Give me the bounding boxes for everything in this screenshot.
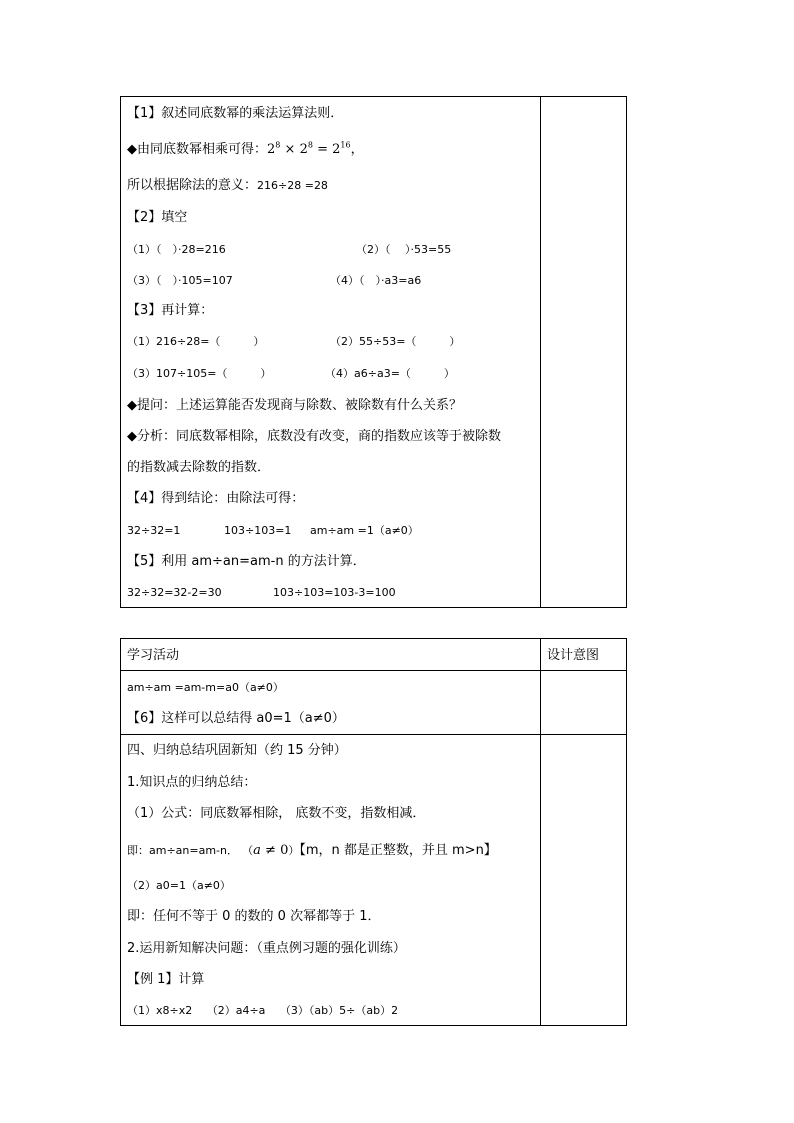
fill-2: （2）（ ）·53=55 (356, 243, 452, 256)
summary-rule-1: （1）公式：同底数幂相除， 底数不变，指数相减． (127, 806, 426, 821)
summary-heading: 1.知识点的归纳总结： (127, 775, 257, 790)
result-4: 32÷32=32-2=30 (127, 586, 222, 599)
item-4-heading: 【4】得到结论：由除法可得： (127, 491, 305, 506)
fill-1: （1）（ ）·28=216 (127, 243, 226, 256)
header-learning-activity: 学习活动 (127, 648, 180, 663)
result-2: 103÷103=1 (224, 524, 292, 537)
calc-4: （4）a6÷a3=（ ） (325, 367, 455, 380)
apply-heading: 2.运用新知解决问题：（重点例习题的强化训练） (127, 941, 406, 956)
table-1-column-divider (540, 96, 541, 608)
example-1-heading: 【例 1】计算 (127, 972, 205, 987)
formula-equation: $2^8 \times 2^8 = 2^{16}$ (267, 140, 351, 157)
result-3: am÷am =1（a≠0） (310, 524, 419, 537)
fill-4: （4）（ ）·a3=a6 (330, 274, 422, 287)
item-2-heading: 【2】填空 (127, 210, 188, 225)
section-4-heading: 四、归纳总结巩固新知（约 15 分钟） (127, 743, 347, 758)
calc-2: （2）55÷53=（ ） (330, 335, 461, 348)
table-2-row-divider (120, 734, 627, 735)
item-3-heading: 【3】再计算： (127, 303, 214, 318)
example-1-problems: （1）x8÷x2 （2）a4÷a （3）（ab）5÷（ab）2 (127, 1004, 399, 1017)
summary-formula-line: 即：am÷an=am-n． （a ≠ 0）【m，n 都是正整数，并且 m>n】 (127, 843, 497, 858)
result-5: 103÷103=103-3=100 (273, 586, 396, 599)
formula-prefix: ◆由同底数幂相乘可得： (127, 142, 267, 157)
item-6-text: 【6】这样可以总结得 a0=1（a≠0） (127, 711, 345, 726)
question-line: ◆提问：上述运算能否发现商与除数、被除数有什么关系？ (127, 398, 462, 413)
summary-rule-2-explain: 即：任何不等于 0 的数的 0 次幂都等于 1． (127, 909, 381, 924)
analysis-line-1: ◆分析：同底数幂相除，底数没有改变，商的指数应该等于被除数 (127, 429, 501, 444)
header-design-intent: 设计意图 (547, 648, 600, 663)
calc-1: （1）216÷28=（ ） (127, 335, 265, 348)
row-1-formula: am÷am =am-m=a0（a≠0） (127, 681, 284, 694)
fill-3: （3）（ ）·105=107 (127, 274, 233, 287)
analysis-line-2: 的指数减去除数的指数． (127, 460, 271, 475)
calc-3: （3）107÷105=（ ） (127, 367, 272, 380)
item-1-formula-line: ◆由同底数幂相乘可得：$2^8 \times 2^8 = 2^{16}$， (127, 140, 364, 157)
table-2 (120, 638, 627, 1026)
table-2-header-divider (120, 670, 627, 671)
variable-a: a (253, 843, 261, 858)
division-meaning-line: 所以根据除法的意义：216÷28 =28 (127, 178, 328, 193)
table-2-column-divider (540, 638, 541, 1026)
item-5-heading: 【5】利用 am÷an=am-n 的方法计算． (127, 554, 366, 569)
summary-rule-2: （2）a0=1（a≠0） (127, 879, 231, 892)
item-1-text: 【1】叙述同底数幂的乘法运算法则． (127, 106, 344, 121)
result-1: 32÷32=1 (127, 524, 181, 537)
